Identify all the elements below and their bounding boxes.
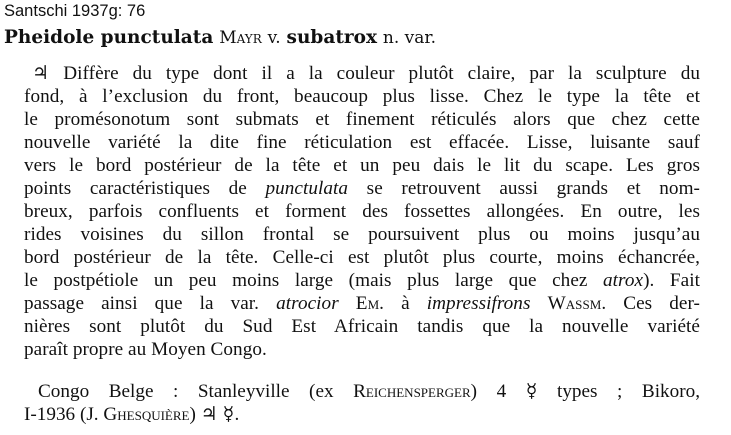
- text-line: le promésonotum sont submats et finement réticulés alors que chez cette: [24, 109, 700, 130]
- italic-species-name: atrox: [603, 270, 644, 291]
- variety-marker: v.: [267, 28, 281, 48]
- description-paragraph: [24, 62, 700, 361]
- text-line: vers le bord postérieur de la tête et un peu dais le lit du scape. Les gros: [24, 155, 700, 176]
- text-line: bord postérieur de la tête. Celle-ci est plutôt plus courte, moins échancrée,: [24, 247, 700, 268]
- italic-variety-name: impressifrons: [426, 293, 531, 314]
- collector-name: Reichensperger: [353, 381, 471, 402]
- text-line: I-1936 (J. Ghesquière) ♃ ☿.: [24, 404, 240, 425]
- italic-variety-name: atrocior: [276, 293, 339, 314]
- collector-name: Ghesquière: [103, 404, 190, 425]
- taxon-rank: n. var.: [382, 28, 437, 48]
- text-line: points caractéristiques de punctulata se retrouvent aussi grands et nom-: [24, 178, 700, 199]
- text-line: nouvelle variété la dite fine réticulation est effacée. Lisse, luisante sauf: [24, 132, 700, 153]
- taxon-author: Mayr: [219, 28, 262, 48]
- text-line: paraît propre au Moyen Congo.: [24, 339, 267, 360]
- text-line: fond, à l’exclusion du front, beaucoup plus lisse. Chez le type la tête et: [24, 86, 700, 107]
- text-line: le postpétiole un peu moins large (mais plus large que chez atrox). Fait: [24, 270, 700, 291]
- taxon-name: Pheidole punctulata: [4, 27, 214, 48]
- text-line: Congo Belge : Stanleyville (ex Reichensperger) 4 ☿ types ; Bikoro,: [38, 381, 701, 402]
- infraspecific-name: subatrox: [286, 27, 377, 48]
- taxon-title: [4, 24, 436, 52]
- text-line: passage ainsi que la var. atrocior Em. à impressifrons Wassm. Ces der-: [24, 293, 700, 314]
- text-line: breux, parfois confluents et forment des fossettes allongées. En outre, les: [24, 201, 700, 222]
- author-abbrev: Em.: [355, 293, 385, 314]
- author-abbrev: Wassm.: [547, 293, 607, 314]
- major-worker-symbol: ♃: [32, 63, 50, 84]
- locality-paragraph: [24, 380, 701, 426]
- citation-reference: Santschi 1937g: 76: [4, 2, 146, 20]
- text-line: ♃ Diffère du type dont il a la couleur plutôt claire, par la sculpture du: [32, 63, 700, 84]
- text-line: rides voisines du sillon frontal se poursuivent plus ou moins jusqu’au: [24, 224, 700, 245]
- text-line: nières sont plutôt du Sud Est Africain tandis que la nouvelle variété: [24, 316, 700, 337]
- italic-species-name: punctulata: [265, 178, 349, 199]
